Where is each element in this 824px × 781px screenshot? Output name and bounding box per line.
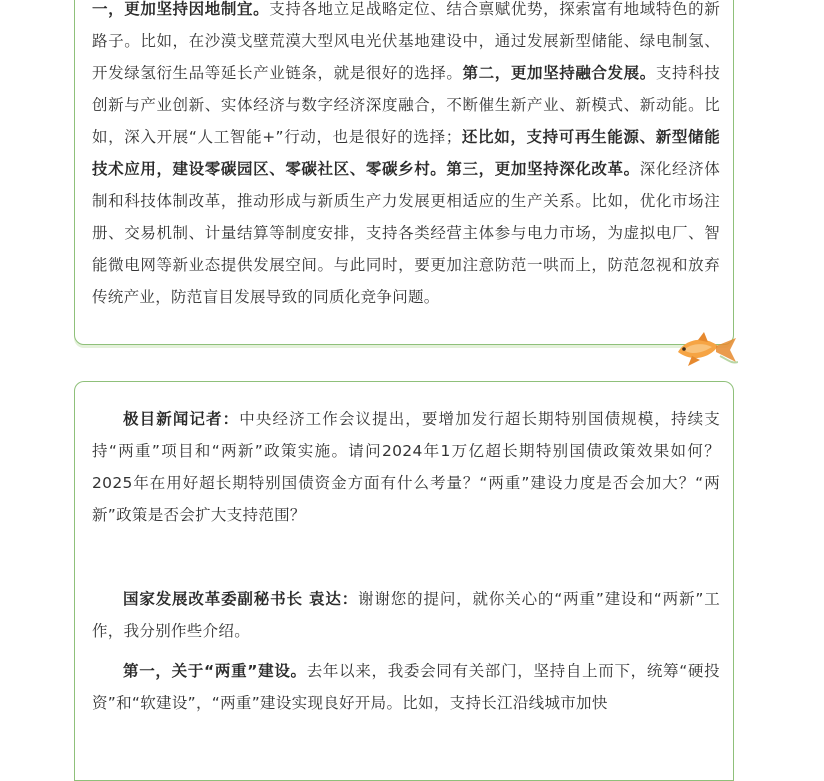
text-segment: 深化经济体制和科技体制改革，推动形成与新质生产力发展更相适应的生产关系。比如，优化市场注册、交易机制、计量结算等制度安排，支持各类经营主体参与电力市场，为虚拟电厂、智能微电网等新业态提供发展空间。与此同时，要更加注意防范一哄而上，防范忽视和放弃传统产业，防范盲目发展导致的同质化竞争问题。 xyxy=(92,160,720,306)
text-segment: 支持科技创新与产业创新、实体经济与数字经济深度融合，不断催生新产业、新模式、新动能。比如，深入开展“人工智能+”行动，也是很好的选择； xyxy=(92,64,721,146)
goldfish-decoration-icon xyxy=(672,330,738,370)
answer-card-top xyxy=(74,0,734,345)
bold-segment: 还比如，支持可再生能源、新型储能技术应用，建设零碳园区、零碳社区、零碳乡村。第三，更加坚持深化改革。 xyxy=(92,128,720,178)
question-text: 中央经济工作会议提出，要增加发行超长期特别国债规模，持续支持“两重”项目和“两新”政策实施。请问2024年1万亿超长期特别国债政策效果如何？2025年在用好超长期特别国债资金方面有什么考量？“两重”建设力度是否会加大？“两新”政策是否会扩大支持范围？ xyxy=(92,410,721,524)
bold-segment: 一，更加坚持因地制宜。 xyxy=(92,0,270,18)
bold-segment: 第二，更加坚持融合发展。 xyxy=(462,64,656,82)
answer-intro-text: 谢谢您的提问，就你关心的“两重”建设和“两新”工作，我分别作些介绍。 xyxy=(92,590,720,640)
question-speaker: 极目新闻记者： xyxy=(123,410,240,428)
answer-paragraph xyxy=(92,0,720,313)
answer-speaker: 国家发展改革委副秘书长 袁达： xyxy=(123,590,359,608)
point-one-paragraph xyxy=(92,655,720,719)
point-one-heading: 第一，关于“两重”建设。 xyxy=(123,662,307,680)
qa-card xyxy=(74,381,734,781)
text-segment: 支持各地立足战略定位、结合禀赋优势，探索富有地域特色的新路子。比如，在沙漠戈壁荒漠大型风电光伏基地建设中，通过发展新型储能、绿电制氢、开发绿氢衍生品等延长产业链条，就是很好的选择。 xyxy=(92,0,720,82)
answer-intro-paragraph xyxy=(92,583,720,647)
point-one-text: 去年以来，我委会同有关部门，坚持自上而下，统筹“硬投资”和“软建设”，“两重”建设实现良好开局。比如，支持长江沿线城市加快 xyxy=(92,662,720,712)
question-paragraph xyxy=(92,403,720,531)
